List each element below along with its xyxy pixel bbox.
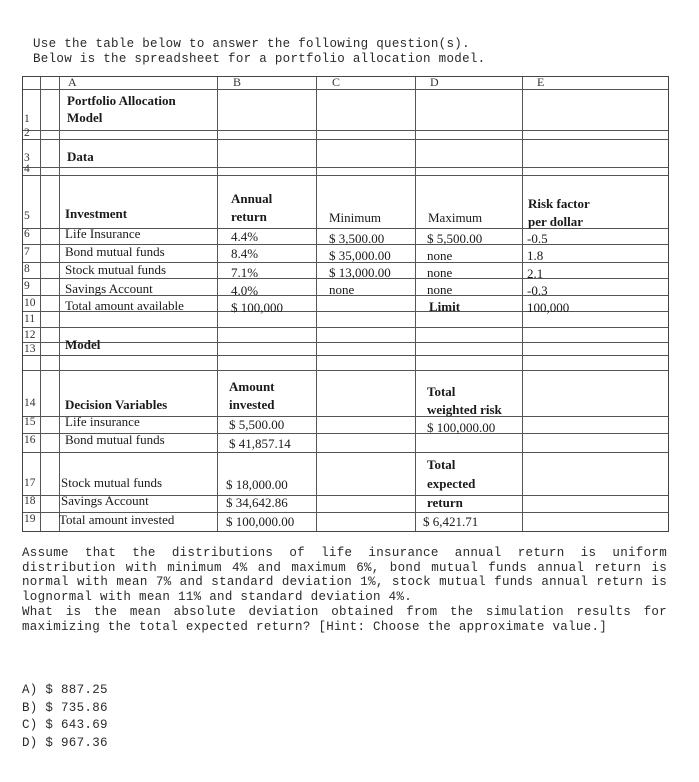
grid-line [23, 370, 668, 371]
question-text [22, 546, 667, 634]
weighted-risk-header-2: weighted risk [427, 402, 502, 417]
row-number: 1 [24, 113, 30, 125]
grid-line [522, 77, 523, 531]
decision-name: Savings Account [61, 493, 149, 508]
grid-line [23, 139, 668, 140]
total-invested-value: $ 100,000.00 [226, 514, 295, 529]
column-header: A [68, 75, 77, 89]
row-number: 13 [24, 343, 36, 355]
annual-return-header-2: return [231, 209, 267, 224]
decision-name: Stock mutual funds [61, 475, 163, 490]
decision-variables-header: Decision Variables [65, 397, 168, 412]
total-available-label: Total amount available [65, 298, 184, 313]
weighted-risk-header-1: Total [427, 384, 456, 399]
annual-return-header-1: Annual [231, 191, 273, 206]
answer-option-a[interactable]: A) $ 887.25 [22, 683, 108, 697]
spreadsheet [22, 76, 669, 532]
grid-line [217, 77, 218, 531]
investment-risk: 2.1 [527, 266, 544, 281]
grid-line [23, 175, 668, 176]
investment-maximum: $ 5,500.00 [427, 231, 483, 246]
expected-return-header-2: expected [427, 476, 476, 491]
expected-return-value: $ 6,421.71 [423, 514, 479, 529]
sheet-title-line-1: Portfolio Allocation [67, 93, 176, 108]
investment-name: Stock mutual funds [65, 262, 167, 277]
row-number: 7 [24, 246, 30, 258]
column-header: D [430, 75, 439, 89]
row-number: 9 [24, 280, 30, 292]
decision-name: Life insurance [65, 414, 140, 429]
investment-name: Savings Account [65, 281, 153, 296]
investment-minimum: $ 35,000.00 [329, 248, 391, 263]
grid-line [40, 77, 41, 531]
model-section-label: Model [65, 337, 101, 352]
column-header: B [233, 75, 242, 89]
grid-line [316, 77, 317, 531]
total-invested-label: Total amount invested [59, 512, 175, 527]
sheet-title-line-2: Model [67, 110, 103, 125]
grid-line [23, 342, 668, 343]
investment-minimum: $ 13,000.00 [329, 265, 391, 280]
grid-line [23, 327, 668, 328]
answer-options [22, 682, 108, 752]
grid-line [415, 77, 416, 531]
intro-line-2: Below is the spreadsheet for a portfolio allocation model. [33, 52, 486, 66]
row-number: 15 [24, 416, 36, 428]
decision-amount: $ 5,500.00 [229, 417, 285, 432]
row-number: 10 [24, 297, 36, 309]
grid-line [59, 77, 60, 531]
amount-header-1: Amount [229, 379, 275, 394]
risk-header-1: Risk factor [528, 196, 590, 211]
limit-value: 100,000 [527, 300, 570, 315]
row-number: 8 [24, 263, 30, 275]
grid-line [23, 355, 668, 356]
column-header: E [537, 75, 545, 89]
data-section-label: Data [67, 149, 94, 164]
investment-risk: -0.5 [527, 231, 548, 246]
grid-line [23, 167, 668, 168]
row-number: 5 [24, 210, 30, 222]
investment-maximum: none [427, 282, 453, 297]
row-number: 18 [24, 495, 36, 507]
intro-line-1: Use the table below to answer the following question(s). [33, 37, 470, 51]
intro-text [33, 37, 485, 67]
grid-line [23, 130, 668, 131]
answer-option-b[interactable]: B) $ 735.86 [22, 700, 108, 715]
investment-minimum: $ 3,500.00 [329, 231, 385, 246]
amount-header-2: invested [229, 397, 275, 412]
decision-amount: $ 41,857.14 [229, 436, 291, 451]
weighted-risk-value: $ 100,000.00 [427, 420, 496, 435]
expected-return-header-3: return [427, 495, 463, 510]
investment-return: 4.0% [231, 283, 259, 298]
answer-option-c[interactable]: C) $ 643.69 [22, 718, 108, 732]
expected-return-header-1: Total [427, 457, 456, 472]
decision-amount: $ 34,642.86 [226, 495, 288, 510]
row-number: 2 [24, 127, 30, 139]
investment-name: Life Insurance [65, 226, 141, 241]
grid-line [23, 452, 668, 453]
question-paragraph-2: What is the mean absolute deviation obtained from the simulation results for maximizing the total expected return? [Hint: Choose the approximate value.] [22, 604, 667, 634]
investment-minimum: none [329, 282, 355, 297]
total-available-value: $ 100,000 [231, 300, 283, 315]
maximum-header: Maximum [428, 210, 483, 225]
column-header: C [332, 75, 341, 89]
investment-risk: 1.8 [527, 248, 544, 263]
question-paragraph-1: Assume that the distributions of life insurance annual return is uniform distribution with minimum 4% and maximum 6%, bond mutual funds annual return is normal with mean 7% and standard deviation 1%, stock mutual funds annual return is lognormal with mean 11% and standard deviation 4%. [22, 546, 667, 605]
row-number: 16 [24, 434, 36, 446]
investment-header: Investment [65, 206, 128, 221]
investment-maximum: none [427, 265, 453, 280]
row-number: 14 [24, 397, 36, 409]
grid-line [23, 89, 668, 90]
risk-header-2: per dollar [528, 214, 584, 229]
investment-return: 4.4% [231, 229, 259, 244]
row-number: 19 [24, 513, 36, 525]
row-number: 6 [24, 228, 30, 240]
decision-name: Bond mutual funds [65, 432, 165, 447]
row-number: 17 [24, 477, 36, 489]
minimum-header: Minimum [329, 210, 382, 225]
investment-maximum: none [427, 248, 453, 263]
answer-option-d[interactable]: D) $ 967.36 [22, 735, 108, 750]
investment-return: 7.1% [231, 265, 259, 280]
row-number: 3 [24, 152, 30, 164]
investment-name: Bond mutual funds [65, 244, 165, 259]
investment-return: 8.4% [231, 246, 259, 261]
row-number: 11 [24, 313, 36, 325]
limit-label: Limit [429, 299, 461, 314]
row-number: 4 [24, 163, 30, 175]
investment-risk: -0.3 [527, 283, 548, 298]
decision-amount: $ 18,000.00 [226, 477, 288, 492]
row-number: 12 [24, 329, 36, 341]
